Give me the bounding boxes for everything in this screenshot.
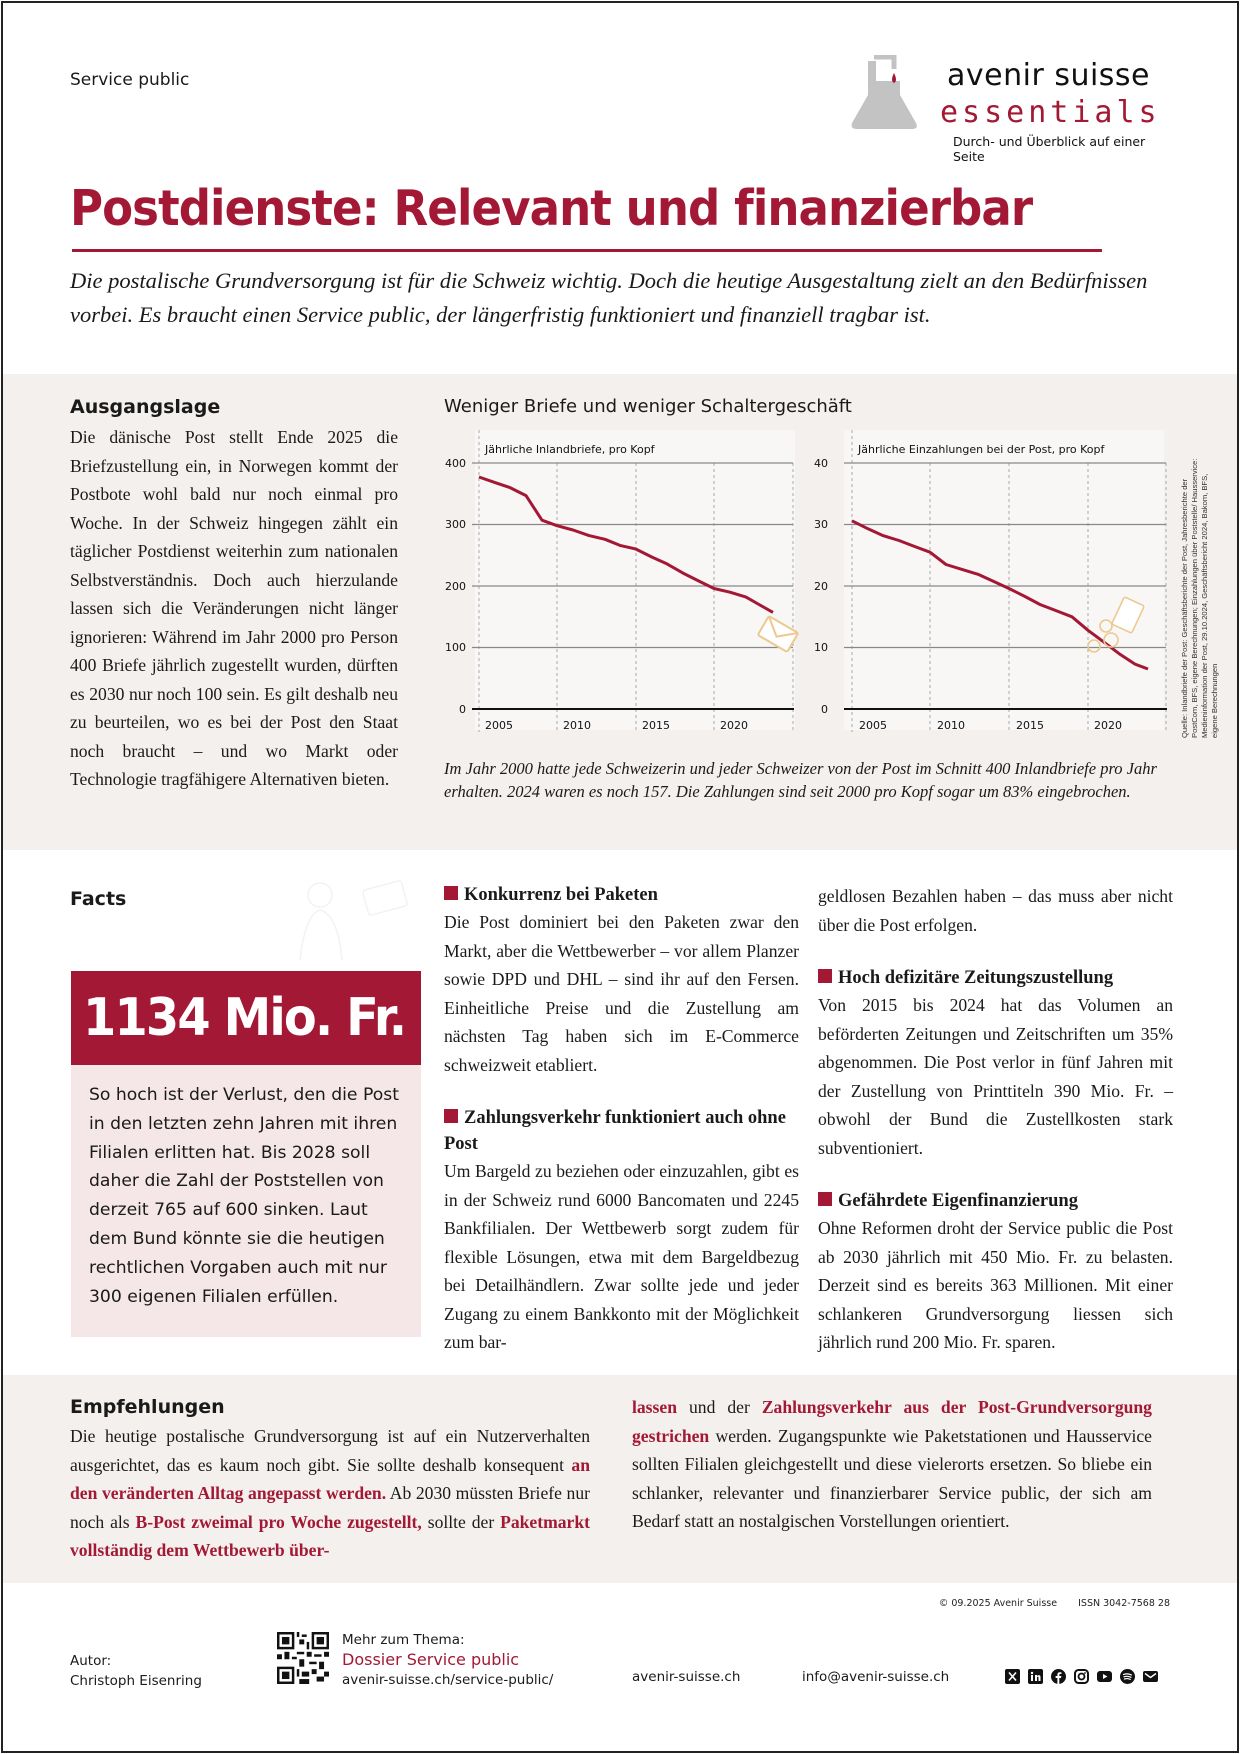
chart-letters <box>445 430 798 732</box>
more-info-block <box>342 1630 553 1690</box>
key-figure-explanation: So hoch ist der Verlust, den die Post in den letzten zehn Jahren mit ihren Filialen erlitten hat. Bis 2028 soll daher die Zahl der Poststellen von derzeit 765 auf 600 sinken. Laut dem Bund könnte sie die heutigen rechtlichen Vorgaben auch mit nur 300 eigenen Filialen erfüllen. <box>71 1065 421 1337</box>
svg-text:0: 0 <box>459 703 466 716</box>
dossier-link[interactable]: Dossier Service public <box>342 1650 520 1669</box>
footer <box>0 1625 1240 1689</box>
qr-code-icon[interactable] <box>277 1632 329 1684</box>
page-title: Postdienste: Relevant und finanzierbar <box>70 180 1033 237</box>
fact-body: Von 2015 bis 2024 hat das Volumen an beförderten Zeitungen und Zeitschriften um 35% abgenommen. Die Post verlor in fünf Jahren mit der Zustellung von Printtiteln 390 Mio. Fr. – obwohl der Bund die Zustellkosten stark subventioniert. <box>818 995 1173 1158</box>
svg-text:10: 10 <box>814 641 828 654</box>
more-label: Mehr zum Thema: <box>342 1632 465 1648</box>
author-name: Christoph Eisenring <box>70 1673 202 1689</box>
bullet-square-icon <box>818 1192 832 1206</box>
facebook-icon[interactable] <box>1051 1669 1066 1684</box>
category-label: Service public <box>70 70 190 90</box>
svg-text:200: 200 <box>445 580 466 593</box>
bullet-square-icon <box>444 886 458 900</box>
fact-body: Ohne Reformen droht der Service public die Post ab 2030 jährlich mit 450 Mio. Fr. zu belasten. Derzeit sind es bereits 363 Millionen. Mit einer schlankeren Grundversorgung liessen sich jährlich rund 200 Mio. Fr. sparen. <box>818 1218 1173 1352</box>
chart-caption: Im Jahr 2000 hatte jede Schweizerin und jeder Schweizer von der Post im Schnitt 400 Inlandbriefe pro Jahr erhalten. 2024 waren es noch 157. Die Zahlungen sind seit 2000 pro Kopf sogar um 83% eingebrochen. <box>444 759 1157 801</box>
empfehlungen-body-2: lassen und der Zahlungsverkehr aus der Post-Grundversorgung gestrichen werden. Zugangspunkte wie Paketstationen und Hausservice sollten Filialen gleichgestellt und diese vielerorts ersetzen. So bliebe ein schlanker, relevanter und finanzierbarer Service public, der sich am Bedarf statt an nostalgischen Vorstellungen orientiert. <box>632 1397 1152 1531</box>
lead-paragraph: Die postalische Grundversorgung ist für die Schweiz wichtig. Doch die heutige Ausgestaltung zielt an den Bedürfnissen vorbei. Es braucht einen Service public, der längerfristig funktioniert und finanziell tragbar ist. <box>70 268 1148 327</box>
publication-meta <box>921 1598 1170 1609</box>
instagram-icon[interactable] <box>1074 1669 1089 1684</box>
svg-text:2015: 2015 <box>1016 719 1044 732</box>
svg-text:400: 400 <box>445 457 466 470</box>
logo-product: essentials <box>940 95 1161 130</box>
empfehlungen-body-1: Die heutige postalische Grundversorgung ist auf ein Nutzerverhalten ausgerichtet, das es kaum noch gibt. Sie sollte deshalb konsequent an den veränderten Alltag angepasst werden. Ab 2030 müssten Briefe nur noch als B-Post zweimal pro Woche zugestellt, sollte der Paketmarkt vollständig dem Wettbewerb über- <box>70 1426 590 1560</box>
svg-text:100: 100 <box>445 641 466 654</box>
svg-text:2015: 2015 <box>642 719 670 732</box>
flask-icon <box>850 55 940 130</box>
fact-heading: Hoch defizitäre Zeitungszustellung <box>818 965 1173 991</box>
fact-heading: Gefährdete Eigenfinanzierung <box>818 1188 1173 1214</box>
fact-body: Die Post dominiert bei den Paketen zwar den Markt, aber die Wettbewerber – vor allem Planzer sowie DPD und DHL – sind ihr auf den Fersen. Einheitliche Preise und die Zustellung am nächsten Tag haben sich im E-Commerce schweizweit etabliert. <box>444 912 799 1075</box>
svg-text:2020: 2020 <box>1094 719 1122 732</box>
copyright: © 09.2025 Avenir Suisse <box>938 1598 1058 1609</box>
svg-text:2005: 2005 <box>859 719 887 732</box>
email-link[interactable]: info@avenir-suisse.ch <box>802 1669 950 1685</box>
facts-column-2 <box>818 882 1173 1357</box>
bullet-square-icon <box>818 969 832 983</box>
svg-text:Jährliche Einzahlungen bei der: Jährliche Einzahlungen bei der Post, pro Kopf <box>858 443 1105 456</box>
svg-text:40: 40 <box>814 457 828 470</box>
empfehlungen-heading: Empfehlungen <box>70 1396 225 1418</box>
mail-icon[interactable] <box>1143 1669 1158 1684</box>
key-figure <box>71 971 421 1065</box>
author-block <box>70 1651 202 1691</box>
svg-text:2010: 2010 <box>563 719 591 732</box>
fact-body: Um Bargeld zu beziehen oder einzuzahlen, gibt es in der Schweiz rund 6000 Bancomaten und 2245 Bankfilialen. Der Wettbewerb sorgt zudem für flexible Lösungen, etwa mit dem Bargeldbezug bei Detailhändlern. Zwar sollte jede und jeder Zugang zu einem Bankkonto mit der Möglichkeit zum bar- <box>444 1161 799 1352</box>
issn: ISSN 3042-7568 28 <box>1078 1598 1170 1609</box>
svg-text:2020: 2020 <box>720 719 748 732</box>
youtube-icon[interactable] <box>1097 1669 1112 1684</box>
ausgangslage-body: Die dänische Post stellt Ende 2025 die Briefzustellung ein, in Norwegen kommt der Postbote wohl bald nur noch einmal pro Woche. In der Schweiz hingegen zählt ein täglicher Postdienst weiterhin zum nationalen Selbstverständnis. Doch auch hierzulande lassen sich die Veränderungen nicht länger ignorieren: Während im Jahr 2000 pro Person 400 Briefe jährlich zugestellt wurden, dürften es 2030 nur noch 100 sein. Es gilt deshalb neu zu beurteilen, wo es bei der Post den Staat noch braucht – und wo Markt oder Technologie tragfähigere Alternativen bieten. <box>70 427 398 789</box>
logo[interactable] <box>850 55 1180 164</box>
postman-illustration-icon <box>290 870 420 960</box>
svg-text:300: 300 <box>445 518 466 531</box>
logo-brand: avenir suisse <box>947 58 1151 93</box>
logo-tagline: Durch- und Überblick auf einer Seite <box>953 134 1146 164</box>
svg-text:0: 0 <box>821 703 828 716</box>
social-links <box>1005 1669 1158 1684</box>
svg-text:2010: 2010 <box>937 719 965 732</box>
chart-payments <box>814 430 1167 732</box>
svg-text:30: 30 <box>814 518 828 531</box>
facts-heading: Facts <box>70 888 127 910</box>
fact-heading: Zahlungsverkehr funktioniert auch ohne Post <box>444 1108 786 1154</box>
fact-heading: Konkurrenz bei Paketen <box>444 882 799 908</box>
svg-text:20: 20 <box>814 580 828 593</box>
fact-body-continued: geldlosen Bezahlen haben – das muss aber nicht über die Post erfolgen. <box>818 886 1173 935</box>
svg-text:2005: 2005 <box>485 719 513 732</box>
chart-section-title: Weniger Briefe und weniger Schaltergeschäft <box>444 396 852 417</box>
x-icon[interactable] <box>1005 1669 1020 1684</box>
bullet-square-icon <box>444 1109 458 1123</box>
svg-text:Jährliche Inlandbriefe, pro Ko: Jährliche Inlandbriefe, pro Kopf <box>485 443 655 456</box>
chart-source: Quelle: Inlandbriefe der Post: Geschäftsberichte der Post, Jahresberichte der PostCom, BFS, eigene Berechnungen; Einzahlungen über Poststelle/ Hausservice: Medieninformation der Post, 29.10.2024, Geschäftsbericht 2024, Bakom, BFS, eigene Berechnungen <box>1180 458 1219 738</box>
facts-column-1 <box>444 882 799 1357</box>
charts-figure <box>430 430 1190 740</box>
website-link[interactable]: avenir-suisse.ch <box>632 1669 741 1685</box>
spotify-icon[interactable] <box>1120 1669 1135 1684</box>
key-figure-value: 1134 Mio. Fr. <box>83 988 406 1048</box>
linkedin-icon[interactable] <box>1028 1669 1043 1684</box>
ausgangslage-heading: Ausgangslage <box>70 396 221 418</box>
title-underline <box>72 249 1102 252</box>
dossier-url[interactable]: avenir-suisse.ch/service-public/ <box>342 1672 554 1688</box>
author-label: Autor: <box>70 1653 112 1669</box>
